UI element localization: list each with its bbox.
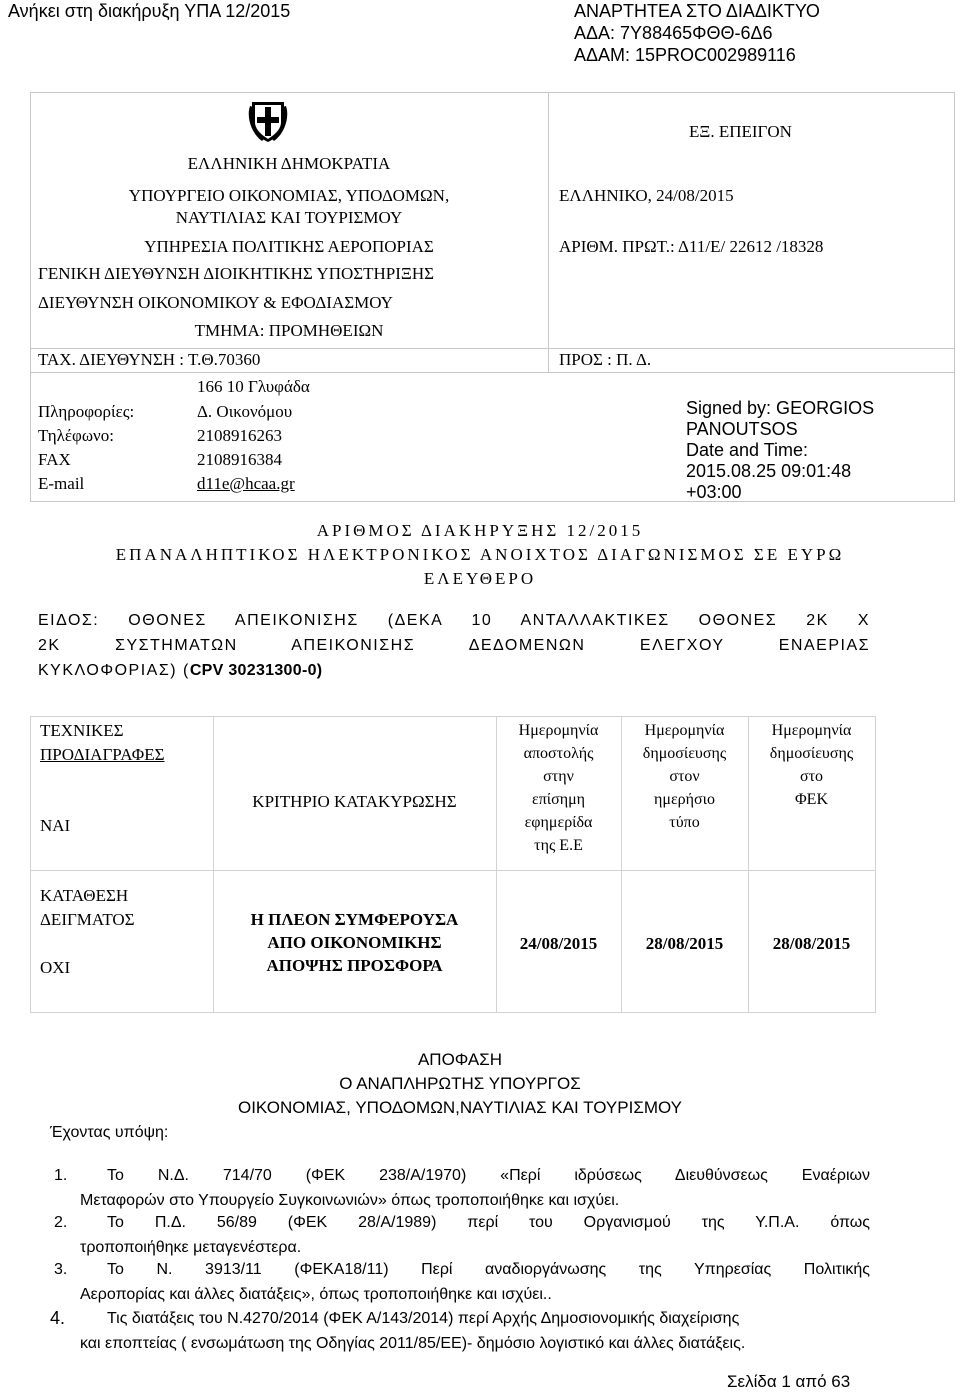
phone-label: Τηλέφωνο: [38,426,114,445]
department: ΤΜΗΜΑ: ΠΡΟΜΗΘΕΙΩΝ [194,321,384,340]
criterion-line: Η ΠΛΕΟΝ ΣΥΜΦΕΡΟΥΣΑ [250,910,459,929]
sample-line: ΚΑΤΑΘΕΣΗ [40,886,129,905]
subject-line3-text: ΚΥΚΛΟΦΟΡΙΑΣ) ( [38,662,190,679]
header-line: στον [669,768,700,785]
press-date: 28/08/2015 [645,934,724,953]
ministry-name-line1: ΥΠΟΥΡΓΕΙΟ ΟΙΚΟΝΟΜΙΑΣ, ΥΠΟΔΟΜΩΝ, [128,186,450,205]
header-line: Ημερομηνία [518,722,599,739]
ada-code: ΑΔΑ: 7Υ88465ΦΘΘ-6Δ6 [574,23,773,43]
tech-spec-line: ΤΕΧΝΙΚΕΣ [40,721,124,740]
signature-line: Signed by: GEORGIOS [686,398,875,418]
directorate: ΔΙΕΥΘΥΝΣΗ ΟΙΚΟΝΟΜΙΚΟΥ & ΕΦΟΔΙΑΣΜΟΥ [38,293,393,312]
fax-value: 2108916384 [197,450,282,469]
criterion-header: ΚΡΙΤΗΡΙΟ ΚΑΤΑΚΥΡΩΣΗΣ [252,792,457,811]
press-date-header [621,719,748,834]
item-text: Το Π.Δ. 56/89 (ΦΕΚ 28/Α/1989) περί του Οργανισμού της Υ.Π.Α. όπως [107,1214,870,1231]
minister-title: Ο ΑΝΑΠΛΗΡΩΤΗΣ ΥΠΟΥΡΓΟΣ [339,1074,581,1093]
page-number: Σελίδα 1 από 63 [727,1372,851,1391]
item-text-continued: και εποπτείας ( ενσωμάτωση της Οδηγίας 2011/85/ΕΕ)- δημόσιο λογιστικό και άλλες διατάξεις. [80,1335,746,1352]
email-label: E-mail [38,474,85,493]
fek-date-header [748,719,875,811]
header-line: στην [543,768,574,785]
criterion-line: ΑΠΟΨΗΣ ΠΡΟΣΦΟΡΑ [266,956,443,975]
item-text-continued: Αεροπορίας και άλλες διατάξεις», όπως τροποποιήθηκε και ισχύει.. [80,1286,552,1303]
document-attribution: Ανήκει στη διακήρυξη ΥΠΑ 12/2015 [8,1,291,21]
info-label: Πληροφορίες: [38,402,135,421]
signature-line: +03:00 [686,482,742,502]
protocol-number: ΑΡΙΘΜ. ΠΡΩΤ.: Δ11/Ε/ 22612 /18328 [559,237,824,256]
header-line: της Ε.Ε [534,837,583,854]
service-name: ΥΠΗΡΕΣΙΑ ΠΟΛΙΤΙΚΗΣ ΑΕΡΟΠΟΡΙΑΣ [144,237,434,256]
tech-spec-value: ΝΑΙ [40,816,71,835]
coat-of-arms-icon [248,98,288,144]
header-line: δημοσίευσης [642,745,727,762]
header-line: ημερήσιο [654,791,715,808]
item-text: Τις διατάξεις του Ν.4270/2014 (ΦΕΚ Α/143/2014) περί Αρχής Δημοσιονομικής διαχείρισης [107,1310,740,1327]
decision-heading: ΑΠΟΦΑΣΗ [417,1050,503,1069]
header-line: εφημερίδα [524,814,593,831]
header-line: στο [799,768,824,785]
subject-line2: 2Κ ΣΥΣΤΗΜΑΤΩΝ ΑΠΕΙΚΟΝΙΣΗΣ ΔΕΔΟΜΕΝΩΝ ΕΛΕΓΧΟΥ ΕΝΑΕΡΙΑΣ [38,637,870,654]
cpv-code: CPV 30231300-0) [189,662,323,679]
signature-line: PANOUTSOS [686,419,798,439]
recipient: ΠΡΟΣ : Π. Δ. [559,350,652,369]
sample-value: ΟΧΙ [40,958,71,977]
award-criterion [213,908,496,977]
adam-code: ΑΔΑΜ: 15PROC002989116 [574,45,796,65]
place-and-date: ΕΛΛΗΝΙΚΟ, 24/08/2015 [559,186,734,205]
subject-line1: ΕΙΔΟΣ: ΟΘΟΝΕΣ ΑΠΕΙΚΟΝΙΣΗΣ (ΔΕΚΑ 10 ΑΝΤΑΛΛΑΚΤΙΚΕΣ ΟΘΟΝΕΣ 2Κ Χ [38,612,870,629]
gazette-date: 24/08/2015 [519,934,598,953]
ministry-title: ΟΙΚΟΝΟΜΙΑΣ, ΥΠΟΔΟΜΩΝ,ΝΑΥΤΙΛΙΑΣ ΚΑΙ ΤΟΥΡΙΣΜΟΥ [237,1098,683,1117]
publication-notice: ΑΝΑΡΤΗΤΕΑ ΣΤΟ ΔΙΑΔΙΚΤΥΟ [574,1,820,21]
tender-number: ΑΡΙΘΜΟΣ ΔΙΑΚΗΡΥΞΗΣ 12/2015 [316,521,644,540]
criterion-line: ΑΠΟ ΟΙΚΟΝΟΜΙΚΗΣ [267,933,442,952]
subject-line3 [38,662,322,680]
ministry-name-line2: ΝΑΥΤΙΛΙΑΣ ΚΑΙ ΤΟΥΡΙΣΜΟΥ [175,208,403,227]
city: 166 10 Γλυφάδα [197,377,310,396]
item-number: 2. [54,1214,68,1231]
tender-type: ΕΠΑΝΑΛΗΠΤΙΚΟΣ ΗΛΕΚΤΡΟΝΙΚΟΣ ΑΝΟΙΧΤΟΣ ΔΙΑΓΩΝΙΣΜΟΣ ΣΕ ΕΥΡΩ [115,545,845,564]
republic-name: ΕΛΛΗΝΙΚΗ ΔΗΜΟΚΡΑΤΙΑ [187,154,391,173]
header-line: δημοσίευσης [769,745,854,762]
header-line: τύπο [669,814,700,831]
item-number: 4. [50,1308,66,1328]
item-number: 3. [54,1261,68,1278]
item-text-continued: τροποποιήθηκε μεταγενέστερα. [80,1239,302,1256]
sample-header [40,884,210,932]
urgency-label: ΕΞ. ΕΠΕΙΓΟΝ [689,122,792,141]
header-line: επίσημη [531,791,586,808]
fax-label: FAX [38,450,71,469]
tech-spec-line: ΠΡΟΔΙΑΓΡΑΦΕΣ [40,745,165,764]
postal-address: ΤΑΧ. ΔΙΕΥΘΥΝΣΗ : Τ.Θ.70360 [38,350,261,369]
header-line: Ημερομηνία [644,722,725,739]
gazette-date-header [496,719,621,857]
fek-date: 28/08/2015 [772,934,851,953]
signature-line: Date and Time: [686,440,809,460]
header-line: Ημερομηνία [771,722,852,739]
sample-line: ΔΕΙΓΜΑΤΟΣ [40,910,135,929]
email-link[interactable]: d11e@hcaa.gr [197,474,295,493]
tech-spec-header [40,719,210,767]
tender-type-continued: ΕΛΕΥΘΕΡΟ [423,569,537,588]
digital-signature [686,398,874,503]
item-text: Το Ν.Δ. 714/70 (ΦΕΚ 238/Α/1970) «Περί ιδρύσεως Διευθύνσεως Εναέριων [107,1167,870,1184]
header-line: αποστολής [523,745,594,762]
item-text-continued: Μεταφορών στο Υπουργείο Συγκοινωνιών» όπως τροποποιήθηκε και ισχύει. [80,1192,620,1209]
general-directorate: ΓΕΝΙΚΗ ΔΙΕΥΘΥΝΣΗ ΔΙΟΙΚΗΤΙΚΗΣ ΥΠΟΣΤΗΡΙΞΗΣ [38,264,435,283]
header-line: ΦΕΚ [794,791,829,808]
signature-line: 2015.08.25 09:01:48 [686,461,852,481]
considering-label: Έχοντας υπόψη: [50,1124,169,1141]
item-number: 1. [54,1167,68,1184]
item-text: Το Ν. 3913/11 (ΦΕΚΑ18/11) Περί αναδιοργάνωσης της Υπηρεσίας Πολιτικής [107,1261,870,1278]
phone-value: 2108916263 [197,426,282,445]
info-value: Δ. Οικονόμου [197,402,293,421]
